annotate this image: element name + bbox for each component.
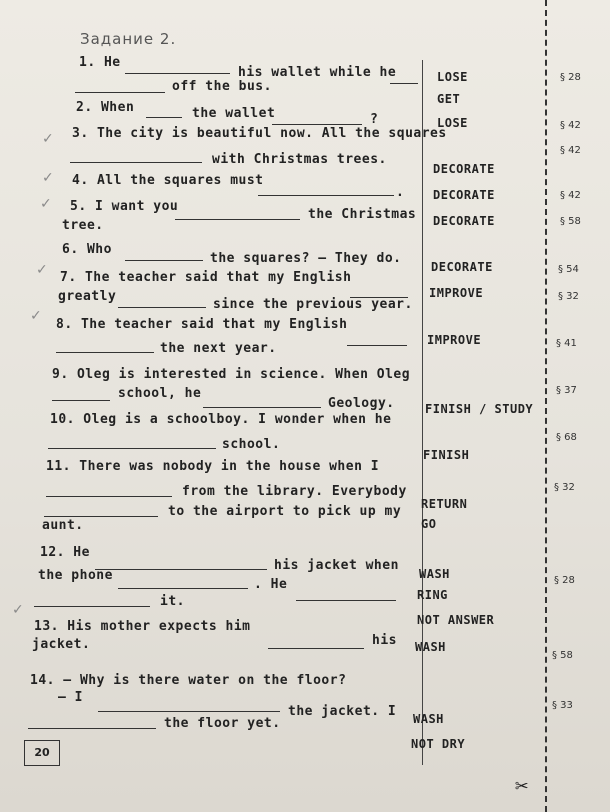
column-divider xyxy=(422,60,423,765)
item-6-part-a: 6. Who xyxy=(62,242,112,257)
keyword: FINISH / STUDY xyxy=(425,402,534,416)
item-12-part-b: his jacket when xyxy=(274,558,399,573)
item-4-part-b: . xyxy=(396,185,405,200)
keyword: RING xyxy=(417,588,448,602)
answer-blank xyxy=(258,195,394,196)
answer-blank xyxy=(125,73,230,74)
section-ref: § 42 xyxy=(560,190,581,201)
keyword: IMPROVE xyxy=(427,333,482,347)
item-12-part-d: . He xyxy=(254,577,288,592)
item-6-part-b: the squares? — They do. xyxy=(210,251,402,266)
item-11-part-b: from the library. Everybody xyxy=(182,484,407,499)
section-ref: § 32 xyxy=(554,482,575,493)
section-ref: § 42 xyxy=(560,145,581,156)
answer-blank xyxy=(75,92,165,93)
item-14-part-c: the jacket. I xyxy=(288,704,397,719)
item-2-part-b: the wallet xyxy=(192,106,276,121)
item-12-part-e: it. xyxy=(160,594,185,609)
section-ref: § 58 xyxy=(560,216,581,227)
keyword: IMPROVE xyxy=(429,286,484,300)
item-9-part-a: 9. Oleg is interested in science. When Oleg xyxy=(52,367,411,382)
section-ref: § 32 xyxy=(558,291,579,302)
scissors-icon: ✂ xyxy=(515,774,529,799)
keyword: DECORATE xyxy=(431,260,493,274)
answer-blank xyxy=(296,600,396,601)
answer-blank xyxy=(118,307,206,308)
answer-blank xyxy=(272,124,362,125)
answer-blank xyxy=(268,648,364,649)
section-ref: § 28 xyxy=(560,72,581,83)
item-8-part-b: the next year. xyxy=(160,341,277,356)
item-2-part-a: 2. When xyxy=(76,100,135,115)
keyword: DECORATE xyxy=(433,162,495,176)
answer-blank xyxy=(34,606,150,607)
item-5-part-c: tree. xyxy=(62,218,104,233)
section-ref: § 28 xyxy=(554,575,575,586)
check-mark: ✓ xyxy=(36,262,48,278)
item-14-part-a: 14. — Why is there water on the floor? xyxy=(30,673,347,688)
section-ref: § 41 xyxy=(556,338,577,349)
page-number: 20 xyxy=(24,740,60,766)
item-7-part-c: since the previous year. xyxy=(213,297,413,312)
answer-blank xyxy=(52,400,110,401)
answer-blank xyxy=(46,496,172,497)
answer-blank xyxy=(118,588,248,589)
item-7-part-b: greatly xyxy=(58,289,117,304)
exercise-title: Задание 2. xyxy=(80,30,177,48)
item-3-part-b: with Christmas trees. xyxy=(212,152,387,167)
keyword: WASH xyxy=(413,712,444,726)
section-ref: § 58 xyxy=(552,650,573,661)
item-8-part-a: 8. The teacher said that my English xyxy=(56,317,348,332)
item-5-part-a: 5. I want you xyxy=(70,199,179,214)
answer-blank xyxy=(95,569,267,570)
keyword: FINISH xyxy=(423,448,470,462)
answer-blank xyxy=(146,117,182,118)
keyword: WASH xyxy=(415,640,446,654)
check-mark: ✓ xyxy=(40,196,52,212)
keyword: LOSE xyxy=(437,70,468,84)
answer-blank xyxy=(70,162,202,163)
item-9-part-b: school, he xyxy=(118,386,202,401)
item-1-part-a: 1. He xyxy=(79,55,121,70)
keyword: LOSE xyxy=(437,116,468,130)
section-ref: § 54 xyxy=(558,264,579,275)
keyword: GET xyxy=(437,92,461,106)
item-10-part-a: 10. Oleg is a schoolboy. I wonder when he xyxy=(50,412,392,427)
item-10-part-b: school. xyxy=(222,437,281,452)
answer-blank xyxy=(175,219,300,220)
keyword: NOT ANSWER xyxy=(417,613,495,627)
item-13-part-a: 13. His mother expects him xyxy=(34,619,251,634)
item-12-part-a: 12. He xyxy=(40,545,90,560)
item-9-part-c: Geology. xyxy=(328,396,395,411)
section-ref: § 37 xyxy=(556,385,577,396)
keyword: RETURN xyxy=(421,497,468,511)
section-ref: § 42 xyxy=(560,120,581,131)
item-13-part-b: his xyxy=(372,633,397,648)
item-5-part-b: the Christmas xyxy=(308,207,417,222)
section-ref: § 68 xyxy=(556,432,577,443)
keyword: DECORATE xyxy=(433,214,495,228)
item-11-part-c: to the airport to pick up my xyxy=(168,504,402,519)
answer-blank xyxy=(125,260,203,261)
answer-blank xyxy=(390,83,418,84)
item-1-part-c: off the bus. xyxy=(172,79,272,94)
keyword: NOT DRY xyxy=(411,737,466,751)
answer-blank xyxy=(44,516,158,517)
item-12-part-c: the phone xyxy=(38,568,113,583)
item-11-part-d: aunt. xyxy=(42,518,84,533)
item-1-part-b: his wallet while he xyxy=(238,65,397,80)
answer-blank xyxy=(203,407,321,408)
answer-blank xyxy=(98,711,280,712)
answer-blank xyxy=(347,345,407,346)
check-mark: ✓ xyxy=(42,131,54,147)
item-3-part-a: 3. The city is beautiful now. All the squares xyxy=(72,126,447,141)
check-mark: ✓ xyxy=(12,602,24,618)
keyword: GO xyxy=(421,517,437,531)
keyword: DECORATE xyxy=(433,188,495,202)
item-11-part-a: 11. There was nobody in the house when I xyxy=(46,459,380,474)
item-14-part-d: the floor yet. xyxy=(164,716,281,731)
cut-line xyxy=(545,0,547,812)
section-ref: § 33 xyxy=(552,700,573,711)
answer-blank xyxy=(48,448,216,449)
item-4-part-a: 4. All the squares must xyxy=(72,173,264,188)
item-14-part-b: — I xyxy=(58,690,83,705)
item-13-part-c: jacket. xyxy=(32,637,91,652)
check-mark: ✓ xyxy=(30,308,42,324)
keyword: WASH xyxy=(419,567,450,581)
check-mark: ✓ xyxy=(42,170,54,186)
answer-blank xyxy=(56,352,154,353)
answer-blank xyxy=(28,728,156,729)
item-7-part-a: 7. The teacher said that my English xyxy=(60,270,352,285)
item-2-part-c: ? xyxy=(370,112,379,127)
